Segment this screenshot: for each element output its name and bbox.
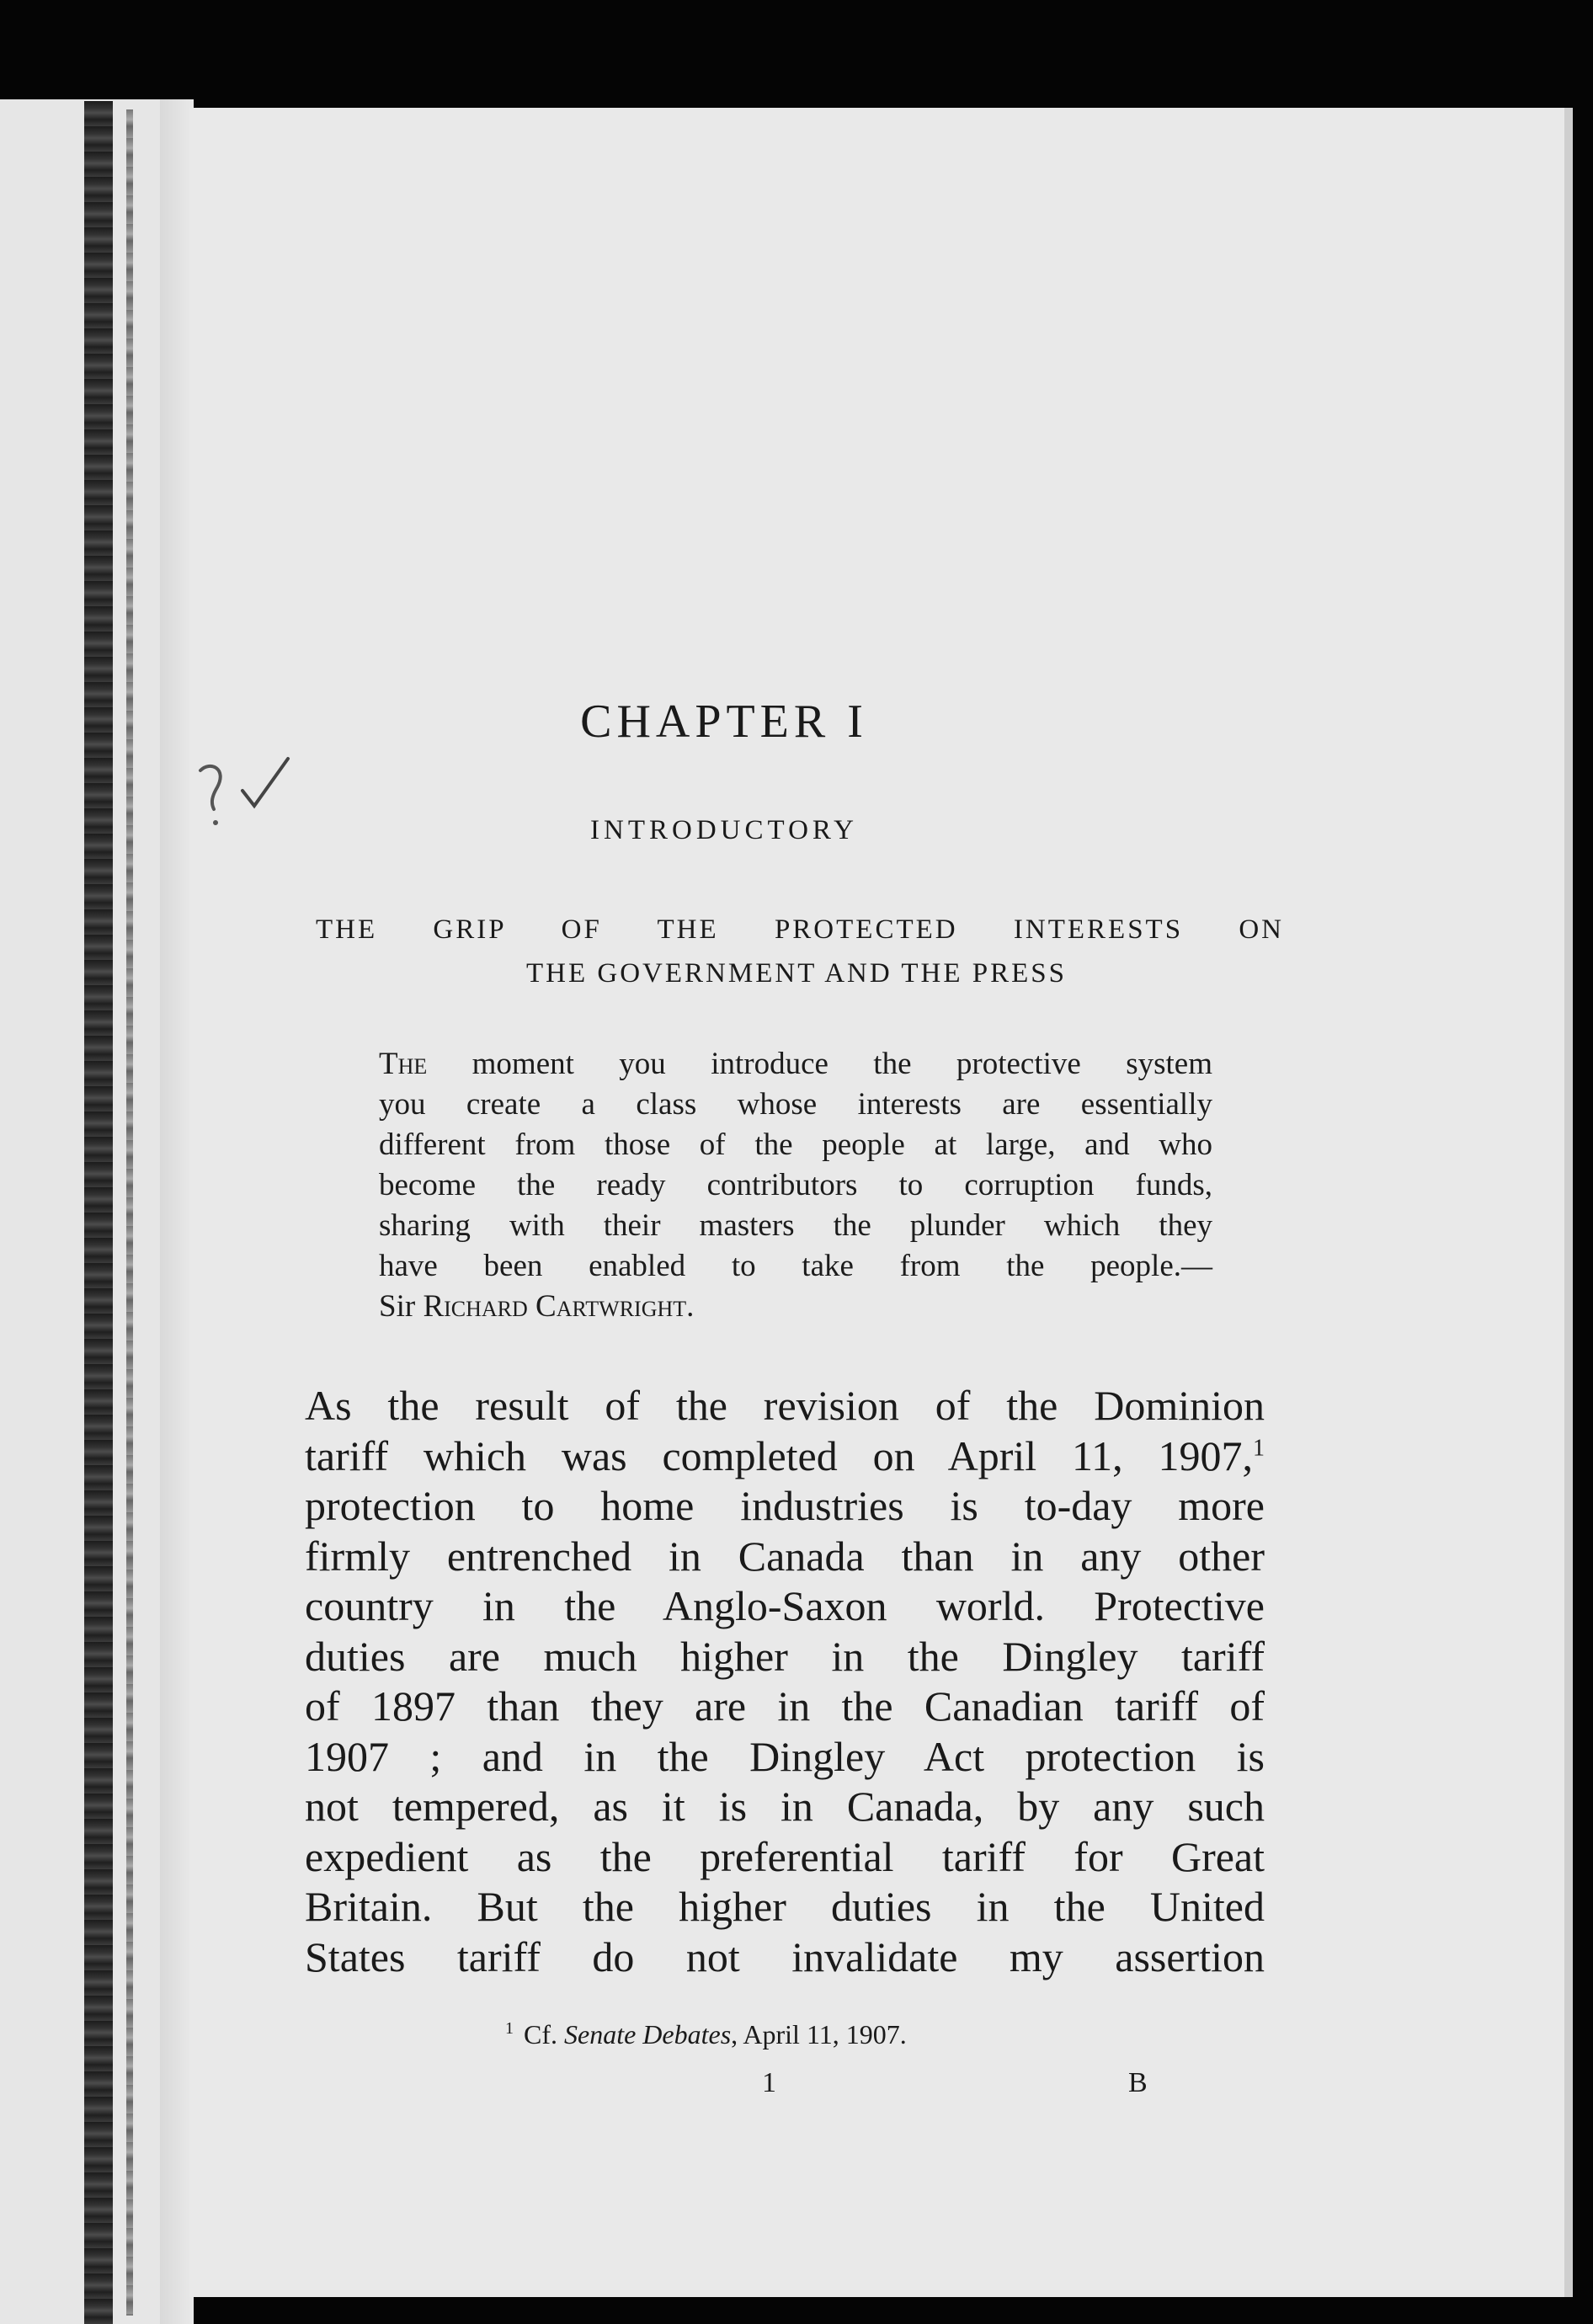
body-line: not tempered, as it is in Canada, by any such bbox=[305, 1783, 1265, 1830]
body-line: tariff which was completed on April 11, 1907,$^1$ bbox=[305, 1431, 1265, 1479]
epigraph bbox=[379, 1044, 1212, 1327]
body-line: protection to home industries is to-day more bbox=[305, 1482, 1265, 1529]
epigraph-line: become the ready contributors to corruption funds, bbox=[379, 1168, 1212, 1202]
epigraph-line: have been enabled to take from the people.— bbox=[379, 1249, 1212, 1283]
chapter-title: CHAPTER I bbox=[580, 696, 868, 748]
page-number: 1 bbox=[762, 2067, 776, 2098]
footnote-reference[interactable]: 1 bbox=[1253, 1434, 1265, 1461]
pencil-mark-icon bbox=[194, 754, 328, 838]
body-line: expedient as the preferential tariff for Great bbox=[305, 1832, 1265, 1880]
signature-mark: B bbox=[1128, 2067, 1148, 2098]
epigraph-line: you create a class whose interests are essentially bbox=[379, 1087, 1212, 1122]
body-line: As the result of the revision of the Dominion bbox=[305, 1382, 1265, 1429]
body-line: duties are much higher in the Dingley tariff bbox=[305, 1632, 1265, 1680]
chapter-subtitle: INTRODUCTORY bbox=[590, 815, 858, 845]
body-line: Britain. But the higher duties in the United bbox=[305, 1883, 1265, 1930]
footnote-marker: 1 bbox=[505, 2019, 514, 2039]
body-line: firmly entrenched in Canada than in any other bbox=[305, 1532, 1265, 1580]
epigraph-line: The moment you introduce the protective system bbox=[379, 1047, 1212, 1081]
epigraph-line: sharing with their masters the plunder which they bbox=[379, 1208, 1212, 1243]
section-heading-line: THE GRIP OF THE PROTECTED INTERESTS ON bbox=[316, 914, 1284, 945]
footnote bbox=[505, 2019, 1078, 2050]
page-right-edge bbox=[1564, 108, 1573, 2297]
body-line: of 1897 than they are in the Canadian tariff of bbox=[305, 1682, 1265, 1730]
body-line: 1907 ; and in the Dingley Act protection is bbox=[305, 1732, 1265, 1780]
footnote-date: , April 11, 1907. bbox=[731, 2019, 907, 2049]
epigraph-line: different from those of the people at large, and who bbox=[379, 1127, 1212, 1162]
gutter-shadow bbox=[160, 99, 194, 2324]
footnote-prefix: Cf. bbox=[524, 2019, 557, 2049]
section-heading-line: THE GOVERNMENT AND THE PRESS bbox=[526, 958, 1067, 989]
footnote-source: Senate Debates bbox=[564, 2019, 732, 2049]
section-heading bbox=[316, 908, 1284, 995]
body-paragraph bbox=[305, 1381, 1265, 1982]
body-line: States tariff do not invalidate my assertion bbox=[305, 1932, 1265, 1980]
body-line: country in the Anglo-Saxon world. Protective bbox=[305, 1582, 1265, 1629]
binding-stitch bbox=[126, 109, 133, 2316]
epigraph-author: Richard Cartwright. bbox=[423, 1289, 695, 1324]
epigraph-attribution: Sir Richard Cartwright. bbox=[379, 1289, 695, 1324]
epigraph-first-word: The bbox=[379, 1047, 428, 1081]
binding-gutter bbox=[84, 101, 113, 2324]
